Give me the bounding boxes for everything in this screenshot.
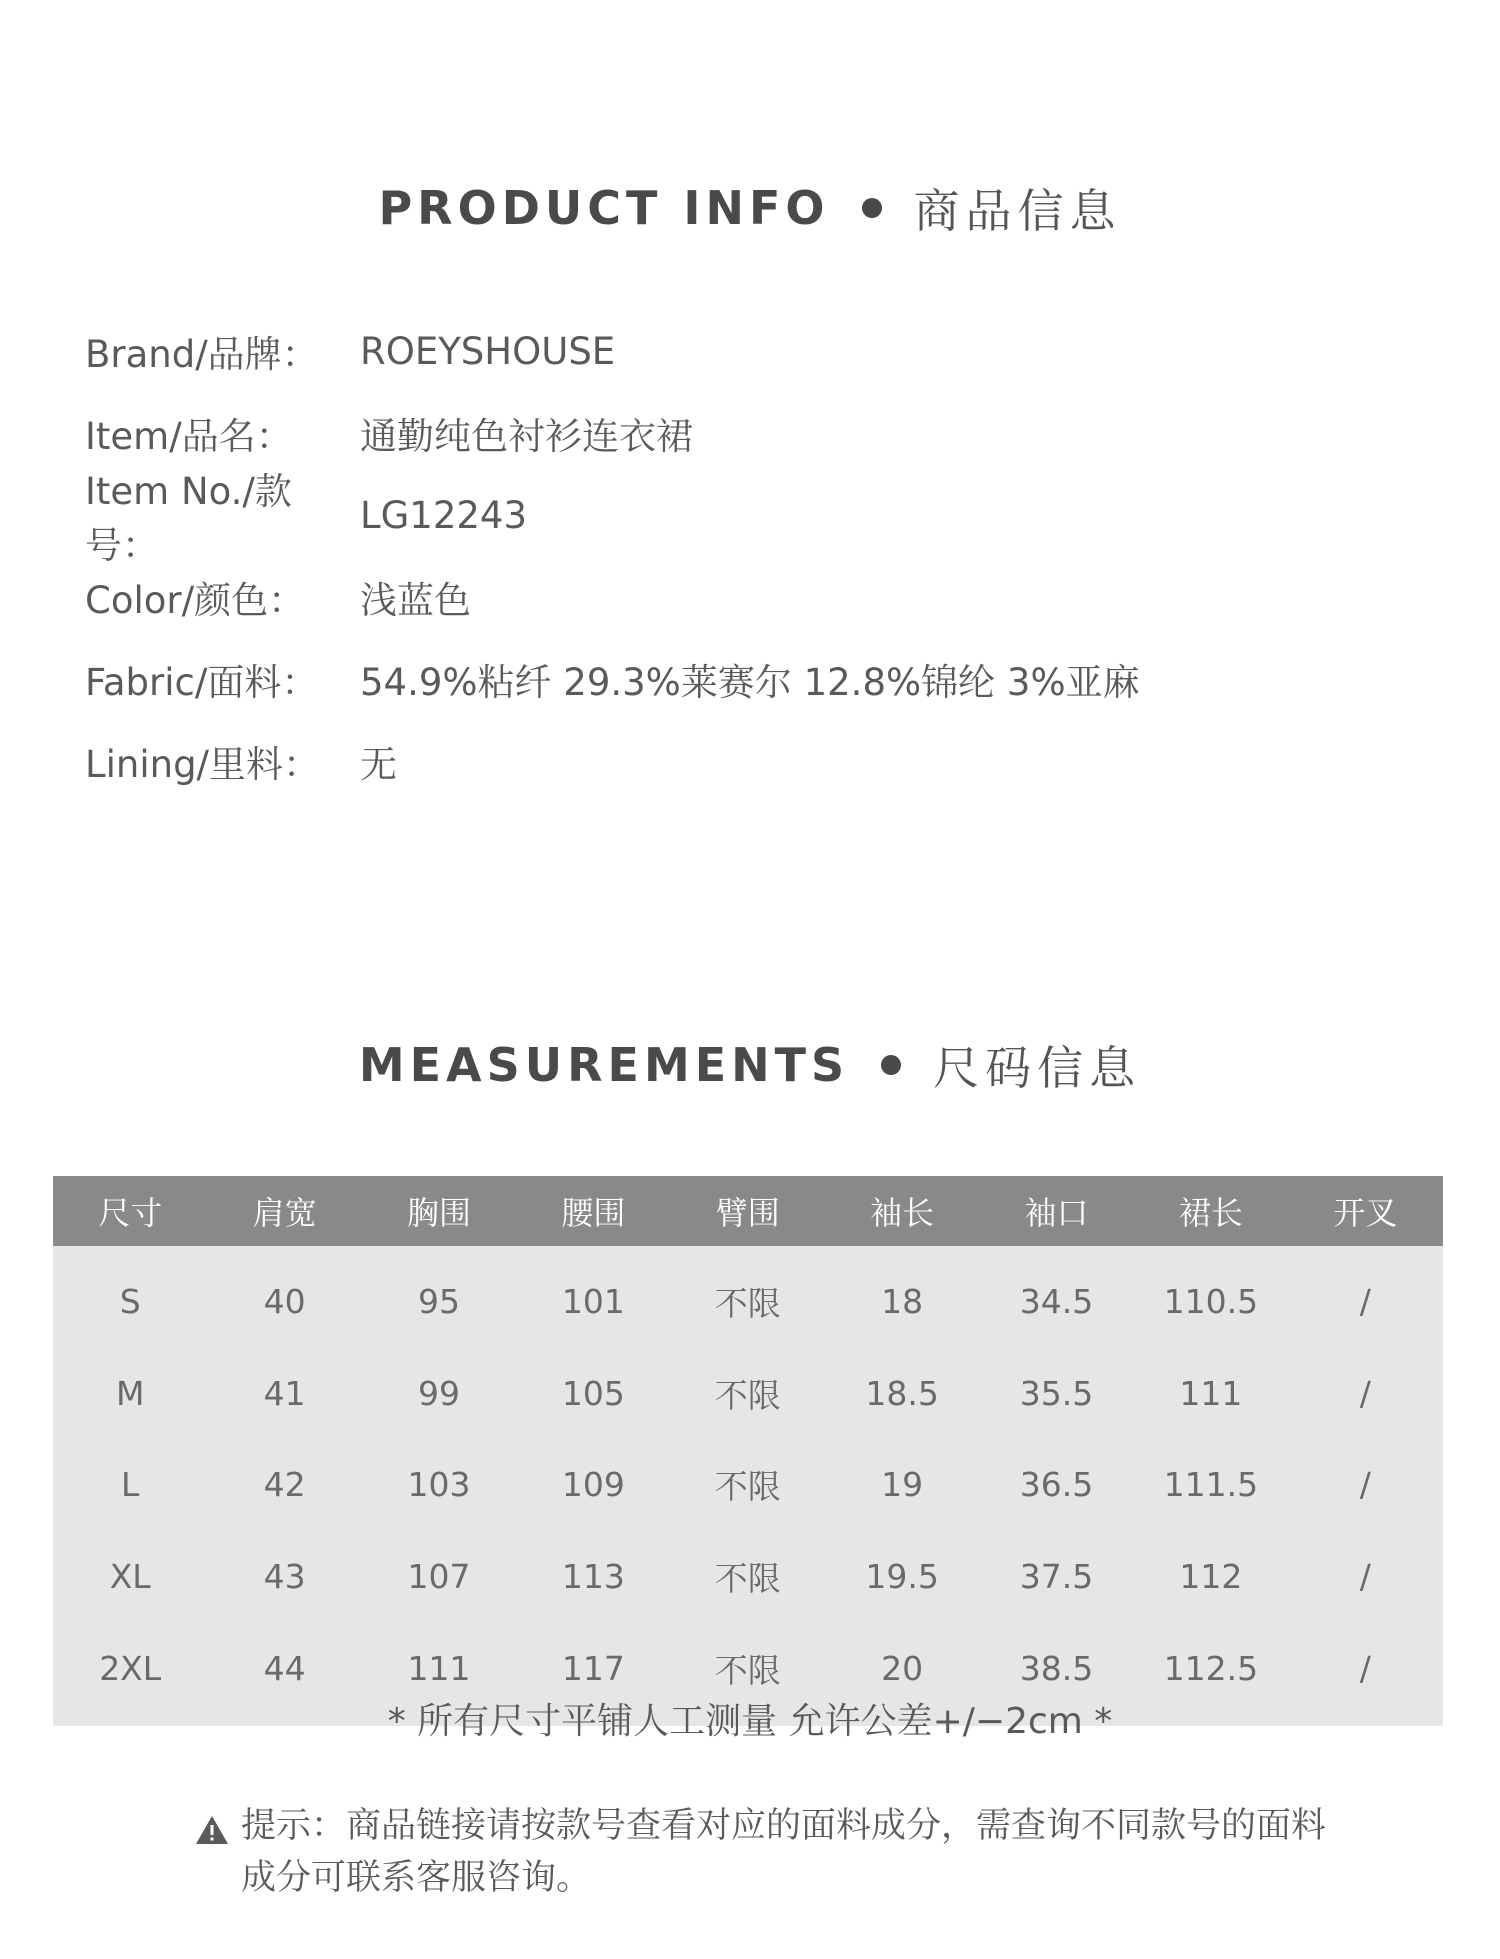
info-label: Item/品名：	[85, 415, 293, 458]
table-cell: 113	[561, 1557, 625, 1597]
table-cell: 2XL	[99, 1648, 162, 1688]
size-table	[53, 1176, 1443, 1726]
header-cell: 尺寸	[98, 1194, 163, 1232]
product-info-title	[0, 175, 1500, 241]
table-cell: /	[1359, 1648, 1371, 1688]
header-cell: 开叉	[1333, 1194, 1398, 1232]
table-cell: XL	[109, 1557, 151, 1597]
header-cell: 腰围	[561, 1194, 626, 1232]
table-cell: 117	[561, 1648, 625, 1688]
product-info-title-cn: 商品信息	[913, 184, 1122, 238]
table-header	[53, 1176, 1443, 1246]
table-cell: 101	[561, 1282, 625, 1322]
table-cell: 105	[561, 1373, 625, 1413]
table-cell: 19	[881, 1465, 924, 1505]
info-label: Color/颜色：	[85, 579, 306, 622]
info-value: 无	[360, 743, 397, 786]
table-cell: 不限	[714, 1284, 781, 1324]
table-cell: 40	[263, 1282, 306, 1322]
table-cell: 112	[1179, 1557, 1243, 1597]
info-value: ROEYSHOUSE	[360, 329, 616, 373]
table-cell: 112.5	[1163, 1648, 1259, 1688]
table-cell: 110.5	[1163, 1282, 1259, 1322]
table-cell: 41	[263, 1373, 306, 1413]
header-cell: 裙长	[1178, 1194, 1243, 1232]
info-label: Item No./款号：	[85, 470, 292, 567]
info-row-item-no	[85, 470, 1140, 567]
header-cell: 胸围	[406, 1194, 471, 1232]
table-cell: L	[121, 1465, 140, 1505]
title-bullet-icon	[862, 198, 882, 218]
table-cell: 34.5	[1019, 1282, 1094, 1322]
table-cell: 44	[263, 1648, 306, 1688]
table-cell: /	[1359, 1465, 1371, 1505]
table-cell: /	[1359, 1282, 1371, 1322]
warning-icon	[195, 1800, 241, 1904]
table-cell: 不限	[714, 1650, 781, 1690]
table-cell: 43	[263, 1557, 306, 1597]
info-label: Lining/里料：	[85, 743, 321, 786]
table-cell: M	[115, 1373, 145, 1413]
table-cell: 111	[407, 1648, 471, 1688]
table-cell: 42	[263, 1465, 306, 1505]
table-cell: 18	[881, 1282, 924, 1322]
header-cell: 臂围	[715, 1194, 780, 1232]
table-cell: 35.5	[1019, 1373, 1094, 1413]
header-cell: 袖长	[870, 1194, 935, 1232]
product-info-title-en: PRODUCT INFO	[378, 181, 830, 235]
info-label: Fabric/面料：	[85, 661, 319, 704]
info-value: 通勤纯色衬衫连衣裙	[360, 415, 693, 458]
info-row-lining	[85, 720, 1140, 802]
title-bullet-icon	[881, 1055, 901, 1075]
info-row-brand	[85, 310, 1140, 392]
table-row	[53, 1348, 1443, 1440]
table-cell: 109	[561, 1465, 625, 1505]
table-cell: 19.5	[865, 1557, 939, 1597]
table-cell: /	[1359, 1557, 1371, 1597]
tip-text: 提示：商品链接请按款号查看对应的面料成分，需查询不同款号的面料成分可联系客服咨询。	[241, 1806, 1327, 1898]
header-cell: 袖口	[1024, 1194, 1089, 1232]
info-label: Brand/品牌：	[85, 333, 319, 376]
table-cell: 95	[417, 1282, 460, 1322]
tip-box	[195, 1800, 1345, 1904]
table-cell: 111.5	[1163, 1465, 1259, 1505]
table-row	[53, 1439, 1443, 1531]
measurements-title	[0, 1032, 1500, 1098]
table-cell: /	[1359, 1373, 1371, 1413]
info-value: 浅蓝色	[360, 579, 471, 622]
info-row-fabric	[85, 638, 1140, 720]
table-cell: 37.5	[1019, 1557, 1094, 1597]
table-cell: 不限	[714, 1559, 781, 1599]
table-row	[53, 1256, 1443, 1348]
table-cell: 36.5	[1019, 1465, 1094, 1505]
table-body	[53, 1246, 1443, 1726]
measurements-title-en: MEASUREMENTS	[358, 1038, 850, 1092]
table-cell: 99	[417, 1373, 460, 1413]
product-info-list	[85, 310, 1140, 802]
table-cell: 18.5	[865, 1373, 939, 1413]
table-row	[53, 1531, 1443, 1623]
table-cell: S	[119, 1282, 141, 1322]
table-cell: 不限	[714, 1375, 781, 1415]
table-cell: 107	[407, 1557, 471, 1597]
info-value: 54.9%粘纤 29.3%莱赛尔 12.8%锦纶 3%亚麻	[360, 661, 1140, 704]
table-cell: 38.5	[1019, 1648, 1094, 1688]
table-cell: 不限	[714, 1467, 781, 1507]
measurements-title-cn: 尺码信息	[933, 1041, 1142, 1095]
header-cell: 肩宽	[252, 1194, 317, 1232]
table-cell: 20	[881, 1648, 924, 1688]
table-cell: 103	[407, 1465, 471, 1505]
info-value: LG12243	[360, 493, 527, 537]
measurement-note: * 所有尺寸平铺人工测量 允许公差+/−2cm *	[387, 1701, 1113, 1742]
table-cell: 111	[1179, 1373, 1243, 1413]
